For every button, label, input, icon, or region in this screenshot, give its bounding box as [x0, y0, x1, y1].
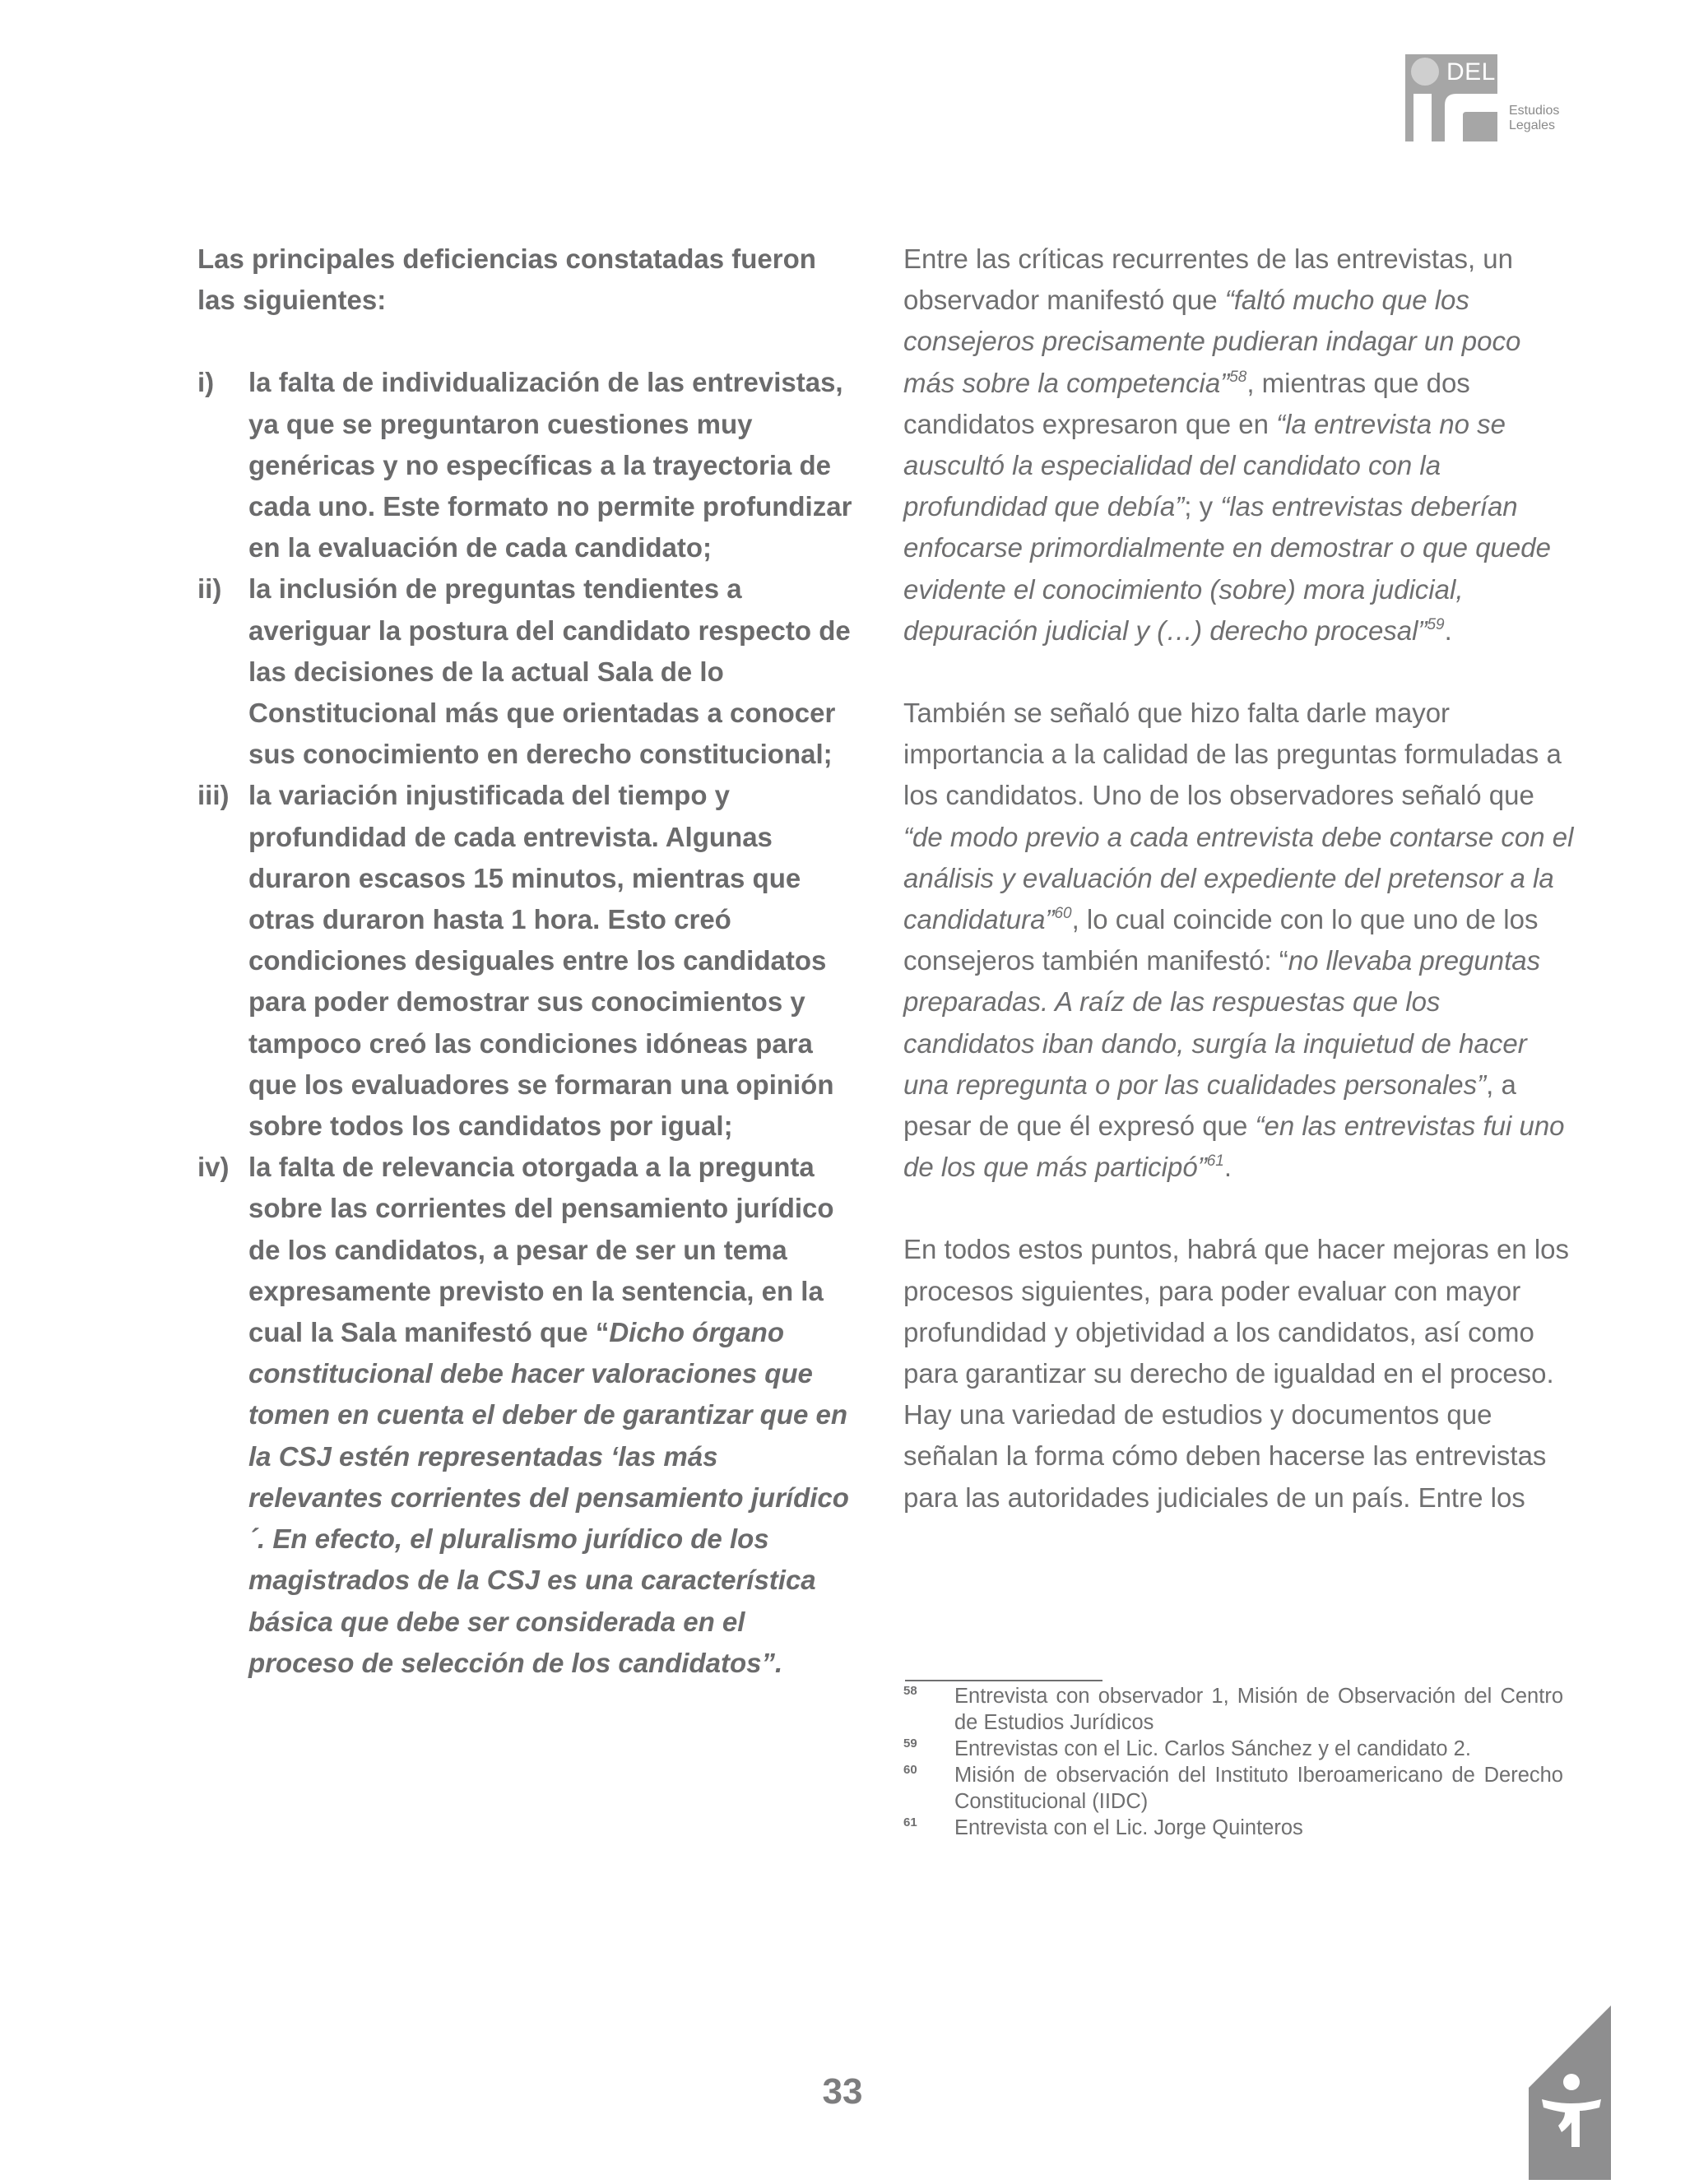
left-column	[197, 239, 856, 1684]
list-item-quote: Dicho órgano constitucional debe hacer valoraciones que tomen en cuenta el deber de garantizar que en la CSJ estén representadas ‘las más relevantes corrientes del pensamiento jurídico´. En efecto, el pluralismo jurídico de los magistrados de la CSJ es una característica básica que debe ser considerada en el proceso de selección de los candidatos”.	[248, 1317, 849, 1678]
quote: “en las entrevistas fui uno de los que más participó”	[903, 1111, 1565, 1183]
footnote-number: 60	[903, 1763, 917, 1777]
footnote	[903, 1736, 1563, 1762]
list-item-text: la variación injustificada del tiempo y profundidad de cada entrevista. Algunas duraron escasos 15 minutos, mientras que otras duraron hasta 1 hora. Esto creó condiciones desiguales entre los candidatos para poder demostrar sus conocimientos y tampoco creó las condiciones idóneas para que los evaluadores se formaran una opinión sobre todos los candidatos por igual;	[248, 780, 834, 1142]
del-logo	[1405, 54, 1578, 145]
footnote-ref: 58	[1229, 368, 1247, 386]
footnote-text: Entrevistas con el Lic. Carlos Sánchez y el candidato 2.	[954, 1737, 1471, 1760]
footnote	[903, 1762, 1563, 1815]
person-icon	[1529, 2005, 1611, 2180]
paragraph-3: En todos estos puntos, habrá que hacer mejoras en los procesos siguientes, para poder evaluar con mayor profundidad y objetividad a los candidatos, así como para garantizar su derecho de igualdad en el proceso. Hay una variedad de estudios y documentos que señalan la forma cómo deben hacerse las entrevistas para las autoridades judiciales de un país. Entre los	[903, 1234, 1569, 1513]
footnote-divider	[905, 1680, 1102, 1681]
list-item-text: la inclusión de preguntas tendientes a averiguar la postura del candidato respecto de las decisiones de la actual Sala de lo Constitucional más que orientadas a conocer sus conocimiento en derecho constitucional;	[248, 573, 851, 770]
paragraph-2: También se señaló que hizo falta darle mayor importancia a la calidad de las preguntas formuladas a los candidatos. Uno de los observadores señaló que “de modo previo a cada entrevista debe contarse con el análisis y evaluación del expediente del pretensor a la candidatura”$^{60}$, lo cual coincide con lo que uno de los consejeros también manifestó: “no llevaba preguntas preparadas. A raíz de las respuestas que los candidatos iban dando, surgía la inquietud de hacer una repregunta o por las cualidades personales”, a pesar de que él expresó que “en las entrevistas fui uno de los que más participó”$^{61}$.	[903, 698, 1574, 1183]
logo-subtitle: Estudios Legales	[1509, 104, 1560, 132]
quote: “faltó mucho que los consejeros precisamente pudieran indagar un poco más sobre la competencia”	[903, 285, 1521, 398]
list-intro: Las principales deficiencias constatadas fueron las siguientes:	[197, 243, 816, 316]
footnotes	[903, 1683, 1563, 1841]
list-item	[197, 775, 856, 1147]
list-item-text: la falta de individualización de las entrevistas, ya que se preguntaron cuestiones muy genéricas y no específicas a la trayectoria de cada uno. Este formato no permite profundizar en la evaluación de cada candidato;	[248, 367, 852, 563]
list-item	[197, 568, 856, 775]
page-number: 33	[822, 2071, 863, 2112]
footnote	[903, 1683, 1563, 1736]
footnote-text: Entrevista con observador 1, Misión de Observación del Centro de Estudios Jurídicos	[954, 1685, 1563, 1734]
footnote-ref: 61	[1206, 1152, 1224, 1171]
corner-tab	[1529, 2005, 1611, 2184]
list-item	[197, 362, 856, 568]
footnote-text: Misión de observación del Instituto Iberoamericano de Derecho Constitucional (IIDC)	[954, 1764, 1563, 1813]
paragraph-1: Entre las críticas recurrentes de las entrevistas, un observador manifestó que “faltó mucho que los consejeros precisamente pudieran indagar un poco más sobre la competencia”$^{58}$, mientras que dos candidatos expresaron que en “la entrevista no se auscultó la especialidad del candidato con la profundidad que debía”; y “las entrevistas deberían enfocarse primordialmente en demostrar o que quede evidente el conocimiento (sobre) mora judicial, depuración judicial y (…) derecho procesal”$^{59}$.	[903, 243, 1551, 646]
quote: “la entrevista no se auscultó la especialidad del candidato con la profundidad que debía”	[903, 408, 1506, 522]
footnote-ref: 60	[1054, 905, 1072, 923]
right-column	[903, 239, 1578, 1519]
list-item-number: iii)	[197, 780, 230, 811]
list-item-number: i)	[197, 367, 215, 398]
quote: “las entrevistas deberían enfocarse primordialmente en demostrar o que quede evidente el conocimiento (sobre) mora judicial, depuración judicial y (…) derecho procesal”	[903, 491, 1551, 646]
deficiency-list	[197, 362, 856, 1684]
footnote-text: Entrevista con el Lic. Jorge Quinteros	[954, 1816, 1303, 1839]
list-item-number: ii)	[197, 573, 222, 605]
footnote	[903, 1815, 1563, 1841]
footnote-ref: 59	[1427, 615, 1445, 633]
footnote-number: 58	[903, 1684, 917, 1698]
logo-text: DEL	[1446, 58, 1496, 86]
footnote-number: 59	[903, 1737, 917, 1750]
footnote-number: 61	[903, 1815, 917, 1829]
list-item-number: iv)	[197, 1152, 230, 1183]
quote: “de modo previo a cada entrevista debe contarse con el análisis y evaluación del expediente del pretensor a la candidatura”	[903, 821, 1574, 935]
list-item-text: la falta de relevancia otorgada a la pregunta sobre las corrientes del pensamiento jurídico de los candidatos, a pesar de ser un tema expresamente previsto en la sentencia, en la cual la Sala manifestó que “	[248, 1152, 834, 1348]
quote: no llevaba preguntas preparadas. A raíz de las respuestas que los candidatos iban dando, surgía la inquietud de hacer una repregunta o por las cualidades personales”	[903, 945, 1541, 1100]
list-item	[197, 1147, 856, 1684]
